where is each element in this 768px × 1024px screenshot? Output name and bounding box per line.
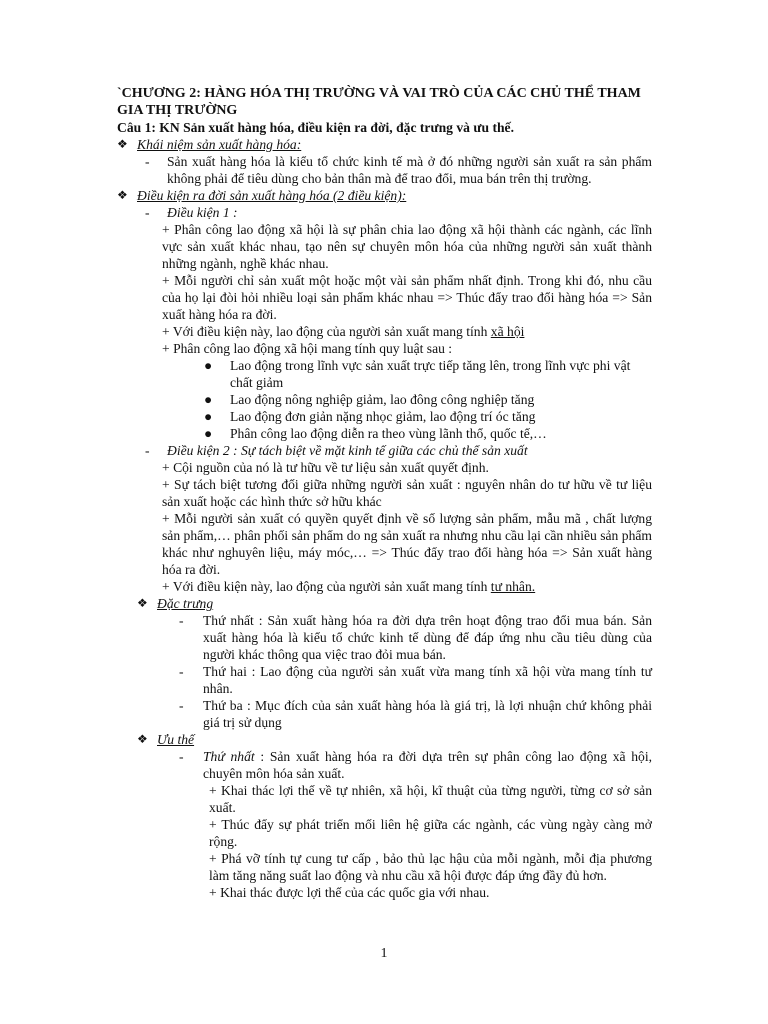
underlined-term: xã hội — [490, 324, 525, 339]
list-item — [204, 408, 652, 425]
list-item — [204, 425, 652, 442]
item-label: Thứ nhất — [203, 749, 255, 764]
section-heading: Điều kiện ra đời sản xuất hàng hóa (2 điều kiện): — [137, 188, 407, 203]
paragraph: + Cội nguồn của nó là tư hữu về tư liệu sản xuất quyết định. — [162, 460, 489, 475]
subheading: Điều kiện 1 : — [167, 205, 238, 220]
concept-definition — [117, 153, 652, 187]
page-number: 1 — [380, 946, 388, 961]
paragraph: + Phân công lao động xã hội mang tính quy luật sau : — [162, 341, 453, 356]
paragraph: + Khai thác lợi thế về tự nhiên, xã hội, kĩ thuật của từng người, từng cơ sở sản xuất. — [209, 783, 652, 815]
list-item — [204, 357, 652, 391]
section-heading: Đặc trưng — [157, 596, 214, 611]
condition-2-heading — [117, 442, 652, 459]
list-item — [204, 391, 652, 408]
advantages-list — [117, 748, 652, 782]
document-page — [117, 85, 652, 901]
paragraph: + Thúc đẩy sự phát triển mối liên hệ giữa các ngành, các vùng ngày càng mở rộng. — [209, 817, 652, 849]
diamond-bullet-icon: ❖ — [117, 137, 128, 151]
list-item — [179, 663, 652, 697]
list-item-text: Thứ hai : Lao động của người sản xuất vừa mang tính xã hội vừa mang tính tư nhân. — [203, 664, 652, 696]
dash-bullet-icon: - — [179, 664, 184, 679]
paragraph-text: + Với điều kiện này, lao động của người sản xuất mang tính — [162, 324, 491, 339]
list-item-text: Lao động đơn giản nặng nhọc giảm, lao động trí óc tăng — [230, 409, 536, 424]
section-heading: Ưu thế — [157, 732, 195, 747]
section-conditions — [117, 187, 652, 204]
bullet-dot-icon: ● — [204, 392, 213, 407]
section-heading: Khái niệm sản xuất hàng hóa: — [137, 137, 302, 152]
dash-bullet-icon: - — [145, 154, 150, 169]
dash-bullet-icon: - — [145, 443, 150, 458]
paragraph — [162, 578, 652, 595]
dash-bullet-icon: - — [145, 205, 150, 220]
section-concept — [117, 136, 652, 153]
condition-1-heading — [117, 204, 652, 221]
underlined-term: tư nhân. — [490, 579, 536, 594]
paragraph-text: Sản xuất hàng hóa là kiểu tổ chức kinh tế mà ở đó những người sản xuất ra sản phẩm không phải để tiêu dùng cho bản thân mà để trao đổi, mua bán trên thị trường. — [167, 154, 652, 186]
advantages-subpoints — [117, 782, 652, 901]
condition-1-body — [117, 221, 652, 357]
list-item — [179, 748, 652, 782]
diamond-bullet-icon: ❖ — [137, 732, 148, 746]
list-item — [179, 697, 652, 731]
dash-bullet-icon: - — [179, 749, 184, 764]
dash-bullet-icon: - — [179, 698, 184, 713]
list-item-text: Phân công lao động diễn ra theo vùng lãnh thổ, quốc tế,… — [230, 426, 547, 441]
question-heading: Câu 1: KN Sản xuất hàng hóa, điều kiện ra đời, đặc trưng và ưu thế. — [117, 120, 514, 135]
condition-2-body — [117, 459, 652, 595]
section-advantages — [117, 731, 652, 748]
characteristics-list — [117, 612, 652, 731]
chapter-title: `CHƯƠNG 2: HÀNG HÓA THỊ TRƯỜNG VÀ VAI TRÒ CỦA CÁC CHỦ THỂ THAM GIA THỊ TRƯỜNG — [117, 86, 641, 118]
paragraph — [162, 323, 652, 340]
paragraph: + Mỗi người chỉ sản xuất một hoặc một vài sản phẩm nhất định. Trong khi đó, nhu cầu của họ lại đòi hỏi nhiều loại sản phẩm khác nhau => Thúc đẩy trao đổi hàng hóa => Sản xuất hàng hóa ra đời. — [162, 273, 652, 322]
bullet-dot-icon: ● — [204, 426, 213, 441]
diamond-bullet-icon: ❖ — [117, 188, 128, 202]
bullet-dot-icon: ● — [204, 409, 213, 424]
list-item-text: : Sản xuất hàng hóa ra đời dựa trên sự phân công lao động xã hội, chuyên môn hóa sản xuất. — [203, 749, 652, 781]
paragraph: + Phá vỡ tính tự cung tư cấp , bảo thủ lạc hậu của mỗi ngành, mỗi địa phương làm tăng năng suất lao động và nhu cầu xã hội được đáp ứng đầy đủ hơn. — [209, 851, 652, 883]
dash-bullet-icon: - — [179, 613, 184, 628]
list-item-text: Thứ ba : Mục đích của sản xuất hàng hóa là giá trị, là lợi nhuận chứ không phải giá trị sử dụng — [203, 698, 652, 730]
bullet-dot-icon: ● — [204, 358, 213, 373]
list-item-text: Thứ nhất : Sản xuất hàng hóa ra đời dựa trên hoạt động trao đổi mua bán. Sản xuất hàng hóa là kiểu tổ chức kinh tế dùng để đáp ứng nhu cầu tiêu dùng của người khác thông qua việc trao đỏi mua bán. — [203, 613, 652, 662]
paragraph: + Khai thác được lợi thế của các quốc gia với nhau. — [209, 885, 490, 900]
paragraph: + Phân công lao động xã hội là sự phân chia lao động xã hội thành các ngành, các lĩnh vực sản xuất khác nhau, tạo nên sự chuyên môn hóa của những người sản xuất thành những ngành, nghề khác nhau. — [162, 222, 652, 271]
list-item-text: Lao động trong lĩnh vực sản xuất trực tiếp tăng lên, trong lĩnh vực phi vật chất giảm — [230, 358, 631, 390]
paragraph: + Sự tách biệt tương đối giữa những người sản xuất : nguyên nhân do tư hữu về tư liệu sản xuất hoặc các hình thức sở hữu khác — [162, 477, 652, 509]
paragraph-text: + Với điều kiện này, lao động của người sản xuất mang tính — [162, 579, 491, 594]
subheading: Điều kiện 2 : Sự tách biệt về mặt kinh tế giữa các chủ thể sản xuất — [167, 443, 528, 458]
section-characteristics — [117, 595, 652, 612]
list-item — [179, 612, 652, 663]
rules-list — [117, 357, 652, 442]
diamond-bullet-icon: ❖ — [137, 596, 148, 610]
list-item-text: Lao động nông nghiệp giảm, lao đông công nghiệp tăng — [230, 392, 535, 407]
paragraph: + Mỗi người sản xuất có quyền quyết định về số lượng sản phẩm, mẫu mã , chất lượng sản phẩm,… phân phối sản phẩm do ng sản xuất ra nhưng nhu cầu lại cần nhiều sản phẩm khác như nghuyên liệu, máy móc,… => Thúc đẩy trao đổi hàng hóa => Sản xuất hàng hóa ra đời. — [162, 511, 652, 577]
